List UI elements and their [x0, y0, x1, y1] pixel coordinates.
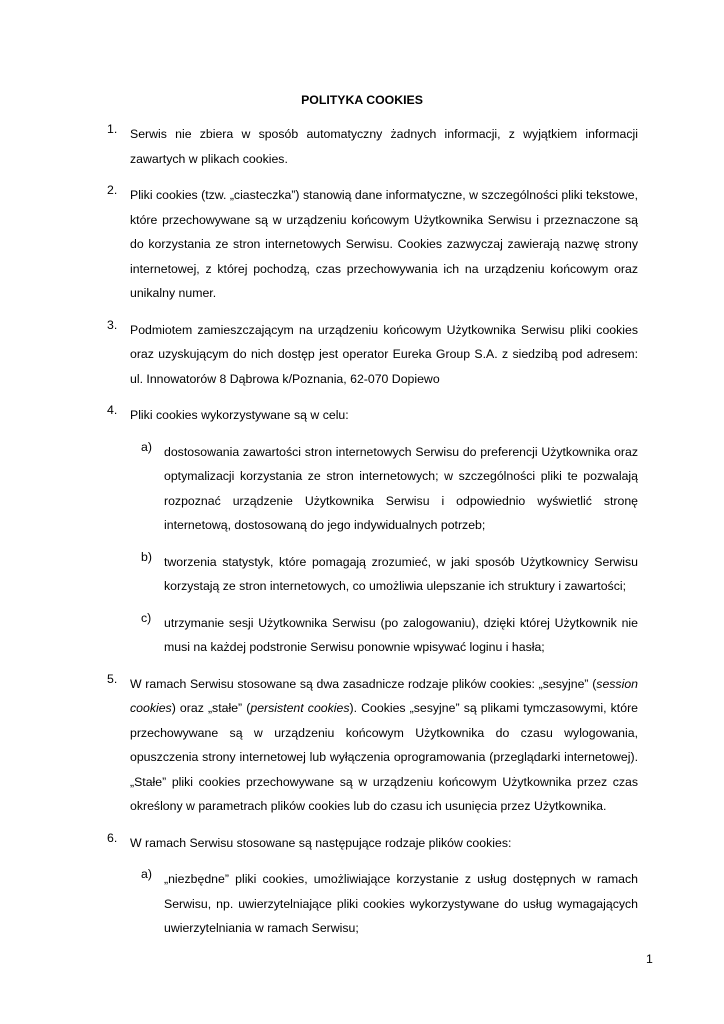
sub-item-text: tworzenia statystyk, które pomagają zrozumieć, w jaki sposób Użytkownicy Serwisu korzystają ze stron internetowych, co umożliwia ulepszanie ich struktury i zawartości;	[164, 554, 638, 593]
item-text: Pliki cookies (tzw. „ciasteczka”) stanowią dane informatyczne, w szczególności pliki tekstowe, które przechowywane są w urządzeniu końcowym Użytkownika Serwisu i przeznaczone są do korzystania ze stron internetowych Serwisu. Cookies zazwyczaj zawierają nazwę strony internetowej, z której pochodzą, czas przechowywania ich na urządzeniu końcowym oraz unikalny numer.	[130, 188, 638, 300]
item-number: 4.	[107, 403, 118, 417]
item-text: Podmiotem zamieszczającym na urządzeniu końcowym Użytkownika Serwisu pliki cookies oraz uzyskującym do nich dostęp jest operator Eureka Group S.A. z siedzibą pod adresem: ul. Innowatorów 8 Dąbrowa k/Poznania, 62-070 Dopiewo	[130, 322, 638, 386]
sub-list-item	[0, 611, 638, 660]
page-number: 1	[646, 952, 653, 966]
item-text-part: W ramach Serwisu stosowane są dwa zasadnicze rodzaje plików cookies: „sesyjne” (	[130, 676, 597, 691]
sub-item-text: utrzymanie sesji Użytkownika Serwisu (po zalogowaniu), dzięki której Użytkownik nie musi na każdej podstronie Serwisu ponownie wpisywać loginu i hasła;	[164, 615, 638, 654]
list-item	[0, 831, 638, 856]
sub-item-label: b)	[141, 549, 152, 564]
sub-item-label: a)	[141, 867, 152, 881]
item-number: 6.	[107, 830, 118, 845]
item-number: 2.	[107, 183, 118, 197]
item-text-part: ). Cookies „sesyjne” są plikami tymczasowymi, które przechowywane są w urządzeniu końcowym Użytkownika do czasu wylogowania, opuszczenia strony internetowej lub wyłączenia oprogramowania (przeglądarki internetowej). „Stałe” pliki cookies przechowywane są w urządzeniu końcowym Użytkownika przez czas określony w parametrach plików cookies lub do czasu ich usunięcia przez Użytkownika.	[130, 701, 639, 813]
item-text	[130, 672, 638, 819]
sub-list-item	[0, 550, 638, 599]
document-title: POLITYKA COOKIES	[301, 93, 423, 107]
sub-item-label: a)	[141, 439, 152, 454]
sub-list-item	[0, 440, 638, 538]
item-text: Pliki cookies wykorzystywane są w celu:	[130, 408, 349, 422]
item-text: Serwis nie zbiera w sposób automatyczny żadnych informacji, z wyjątkiem informacji zawartych w plikach cookies.	[130, 127, 638, 166]
document-content	[0, 122, 724, 953]
item-text-part: ) oraz „stałe” (	[171, 701, 251, 715]
item-text-italic: persistent cookies	[250, 701, 350, 715]
list-item	[0, 318, 638, 392]
sub-list-item	[0, 867, 638, 941]
item-text: W ramach Serwisu stosowane są następujące rodzaje plików cookies:	[130, 835, 512, 850]
list-item	[0, 672, 638, 819]
item-text-italic: session cookies	[130, 676, 638, 715]
sub-item-label: c)	[141, 610, 152, 625]
item-number: 5.	[107, 671, 118, 686]
list-item	[0, 403, 638, 428]
item-number: 1.	[107, 122, 118, 136]
list-item	[0, 122, 638, 171]
item-number: 3.	[107, 317, 118, 332]
sub-item-text: „niezbędne” pliki cookies, umożliwiające korzystanie z usług dostępnych w ramach Serwisu, np. uwierzytelniające pliki cookies wykorzystywane do usług wymagających uwierzytelniania w ramach Serwisu;	[164, 872, 638, 935]
list-item	[0, 183, 638, 306]
sub-item-text: dostosowania zawartości stron internetowych Serwisu do preferencji Użytkownika oraz optymalizacji korzystania ze stron internetowych; w szczególności pliki te pozwalają rozpoznać urządzenie Użytkownika Serwisu i odpowiednio wyświetlić stronę internetową, dostosowaną do jego indywidualnych potrzeb;	[164, 444, 638, 532]
